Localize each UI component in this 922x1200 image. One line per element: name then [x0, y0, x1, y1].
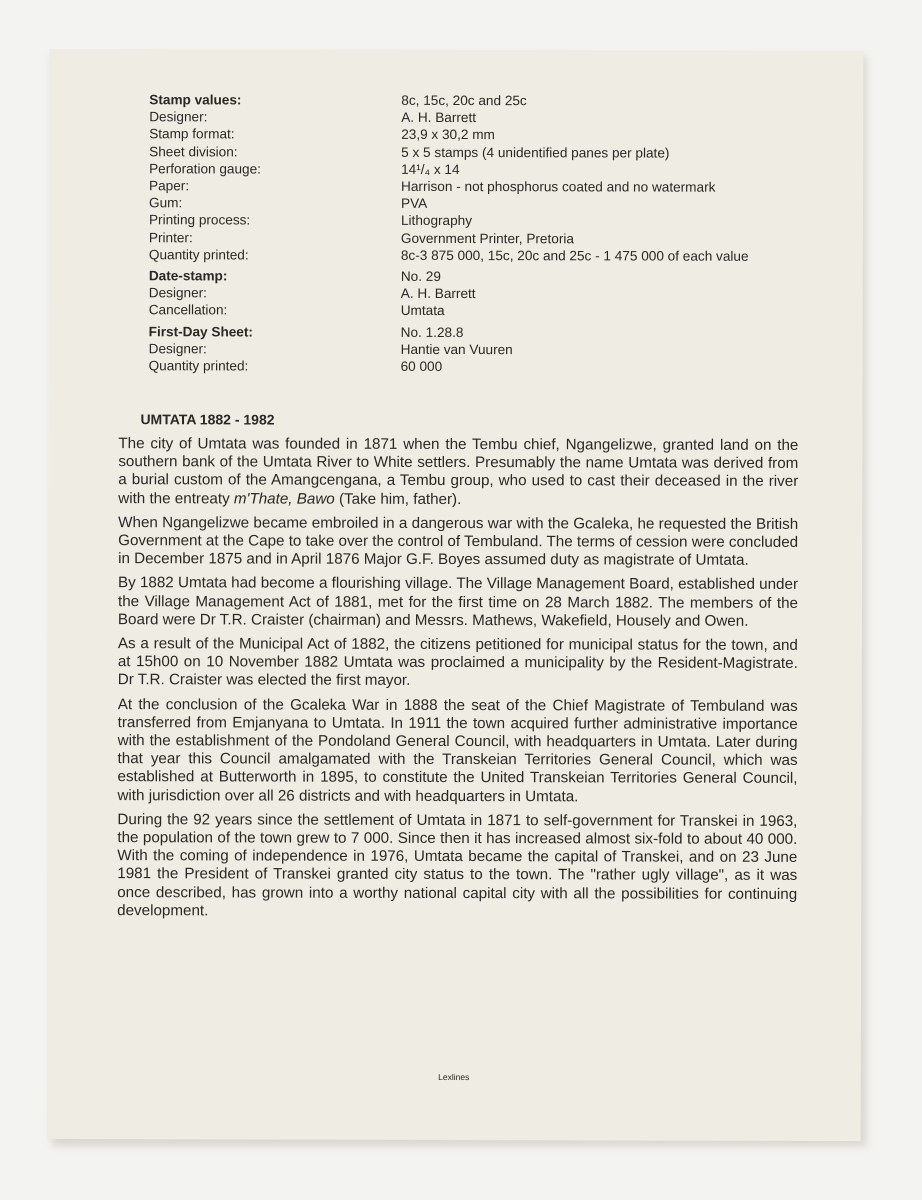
paragraph-text: The city of Umtata was founded in 1871 when the Tembu chief, Ngangelizwe, granted land on the southern bank of the Umtata River to White settlers. Presumably the name Umtata was derived from a burial custom of the Amangcengana, a Tembu group, who used to cast their deceased in the river with the entreaty	[118, 435, 799, 508]
spec-row	[149, 91, 749, 110]
spec-row	[149, 160, 749, 179]
spec-value: PVA	[401, 196, 428, 212]
spec-value: Government Printer, Pretoria	[400, 230, 574, 246]
spec-row	[149, 302, 749, 321]
spec-value: A. H. Barrett	[401, 110, 477, 126]
specifications	[149, 91, 749, 380]
paragraph-italic: m'Thate, Bawo	[233, 490, 335, 508]
paragraph-3: By 1882 Umtata had become a flourishing village. The Village Management Board, established under the Village Management Act of 1881, met for the first time on 28 March 1882. The members of the Board were Dr T.R. Craister (chairman) and Messrs. Mathews, Wakefield, Housely and Owen.	[117, 574, 799, 630]
spec-row	[149, 284, 749, 303]
document-sheet	[47, 49, 864, 1141]
datestamp-specs	[149, 267, 749, 320]
spec-label: Sheet division:	[149, 143, 238, 160]
spec-value: 5 x 5 stamps (4 unidentified panes per plate)	[401, 144, 670, 161]
spec-label: Stamp values:	[149, 92, 242, 108]
stamp-specs	[149, 91, 749, 265]
spec-row	[149, 357, 749, 376]
spec-row	[149, 267, 749, 286]
spec-label: Quantity printed:	[148, 247, 249, 263]
spec-value: Umtata	[400, 303, 445, 319]
spec-value: 8c-3 875 000, 15c, 20c and 25c - 1 475 000 of each value	[400, 247, 749, 264]
spec-value: A. H. Barrett	[400, 286, 476, 302]
spec-label: Paper:	[149, 178, 190, 194]
spec-label: Printing process:	[148, 212, 251, 228]
spec-label: Designer:	[148, 341, 207, 357]
spec-label: Perforation gauge:	[149, 161, 261, 177]
spec-row	[149, 212, 749, 231]
spec-row	[149, 323, 749, 342]
paragraph-6: During the 92 years since the settlement of Umtata in 1871 to self-government for Transkei in 1963, the population of the town grew to 7 000. Since then it has increased almost six-fold to about 40 000. With the coming of independence in 1976, Umtata became the capital of Transkei, and on 23 June 1981 the President of Transkei granted city status to the town. The "rather ugly village", as it was once described, has grown into a worthy national capital city with all the possibilities for continuing development.	[117, 810, 798, 920]
spec-row	[149, 143, 749, 162]
spec-value: 8c, 15c, 20c and 25c	[401, 92, 527, 109]
spec-value: Harrison - not phosphorus coated and no watermark	[401, 178, 716, 195]
spec-label: First-Day Sheet:	[148, 323, 253, 340]
spec-row	[149, 126, 749, 145]
spec-row	[149, 340, 749, 359]
paragraph-4: As a result of the Municipal Act of 1882, the citizens petitioned for municipal status for the town, and at 15h00 on 10 November 1882 Umtata was proclaimed a municipality by the Resident-Magistrate. Dr T.R. Craister was elected the first mayor.	[117, 635, 798, 690]
spec-row	[149, 108, 749, 127]
spec-row	[149, 229, 749, 248]
spec-label: Quantity printed:	[148, 358, 249, 374]
paragraph-1	[118, 435, 798, 510]
paragraph-2: When Ngangelizwe became embroiled in a dangerous war with the Gcaleka, he requested the British Government at the Cape to take over the control of Tembuland. The terms of cession were concluded in December 1875 and in April 1876 Major G.F. Boyes assumed duty as magistrate of Umtata.	[118, 513, 799, 569]
spec-value: No. 29	[400, 268, 441, 284]
printer-imprint: Lexlines	[438, 1071, 470, 1083]
paragraph-text: (Take him, father).	[334, 490, 462, 508]
spec-label: Cancellation:	[148, 302, 228, 318]
firstday-specs	[149, 323, 749, 376]
spec-row	[149, 194, 749, 213]
spec-label: Gum:	[149, 195, 183, 211]
article-title: UMTATA 1882 - 1982	[140, 411, 275, 428]
spec-value: No. 1.28.8	[400, 324, 464, 340]
spec-label: Designer:	[148, 285, 207, 301]
paragraph-5: At the conclusion of the Gcaleka War in 1888 the seat of the Chief Magistrate of Tembuland was transferred from Emjanyana to Umtata. In 1911 the town acquired further administrative importance with the establishment of the Pondoland General Council, with headquarters in Umtata. Later during that year this Council amalgamated with the Transkeian Territories General Council, which was established at Butterworth in 1895, to constitute the United Transkeian Territories General Council, with jurisdiction over all 26 districts and with headquarters in Umtata.	[117, 695, 798, 805]
spec-value: Lithography	[400, 213, 473, 229]
spec-value: 23,9 x 30,2 mm	[401, 127, 495, 143]
article-body	[117, 435, 798, 928]
spec-value: 60 000	[400, 358, 443, 375]
spec-label: Printer:	[148, 229, 193, 245]
spec-row	[149, 246, 749, 265]
spec-label: Stamp format:	[149, 126, 235, 142]
spec-row	[149, 177, 749, 196]
spec-value: 14¹/₄ x 14	[401, 161, 460, 177]
spec-label: Date-stamp:	[148, 268, 228, 284]
spec-label: Designer:	[149, 109, 208, 125]
spec-value: Hantie van Vuuren	[400, 341, 513, 357]
